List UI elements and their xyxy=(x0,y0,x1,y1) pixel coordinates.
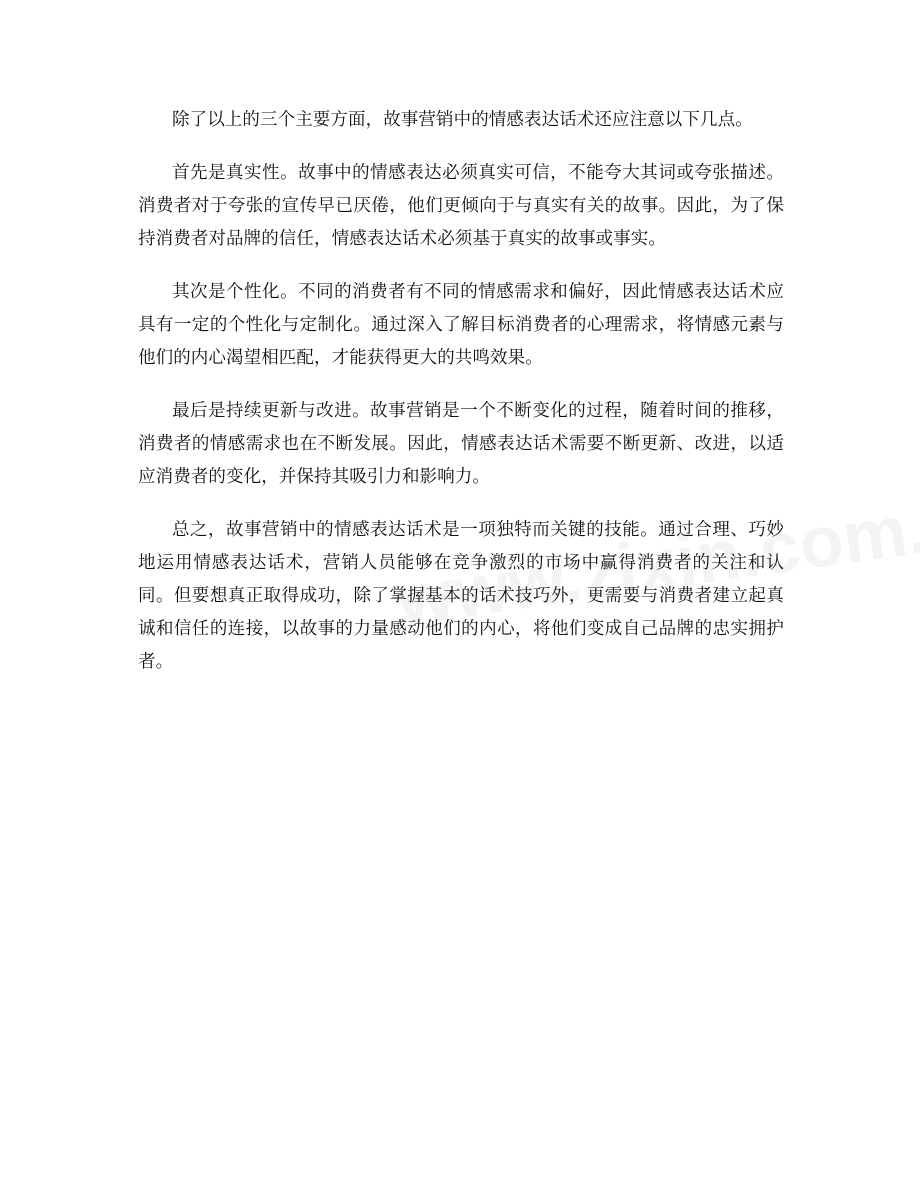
paragraph-intro: 除了以上的三个主要方面，故事营销中的情感表达话术还应注意以下几点。 xyxy=(172,110,753,130)
paragraph-conclusion: 总之，故事营销中的情感表达话术是一项独特而关键的技能。通过合理、巧妙地运用情感表达话术，营销人员能够在竞争激烈的市场中赢得消费者的关注和认同。但要想真正取得成功，除了掌握基本的话术技巧外，更需要与消费者建立起真诚和信任的连接，以故事的力量感动他们的内心，将他们变成自己品牌的忠实拥护者。 xyxy=(138,520,784,672)
paragraph-continuous-update: 最后是持续更新与改进。故事营销是一个不断变化的过程，随着时间的推移，消费者的情感需求也在不断发展。因此，情感表达话术需要不断更新、改进，以适应消费者的变化，并保持其吸引力和影响力。 xyxy=(138,401,784,487)
paragraph-personalization: 其次是个性化。不同的消费者有不同的情感需求和偏好，因此情感表达话术应具有一定的个性化与定制化。通过深入了解目标消费者的心理需求，将情感元素与他们的内心渴望相匹配，才能获得更大的共鸣效果。 xyxy=(138,282,784,368)
paragraph-authenticity: 首先是真实性。故事中的情感表达必须真实可信，不能夸大其词或夸张描述。消费者对于夸张的宣传早已厌倦，他们更倾向于与真实有关的故事。因此，为了保持消费者对品牌的信任，情感表达话术必须基于真实的故事或事实。 xyxy=(138,163,784,249)
document-body xyxy=(138,104,784,699)
